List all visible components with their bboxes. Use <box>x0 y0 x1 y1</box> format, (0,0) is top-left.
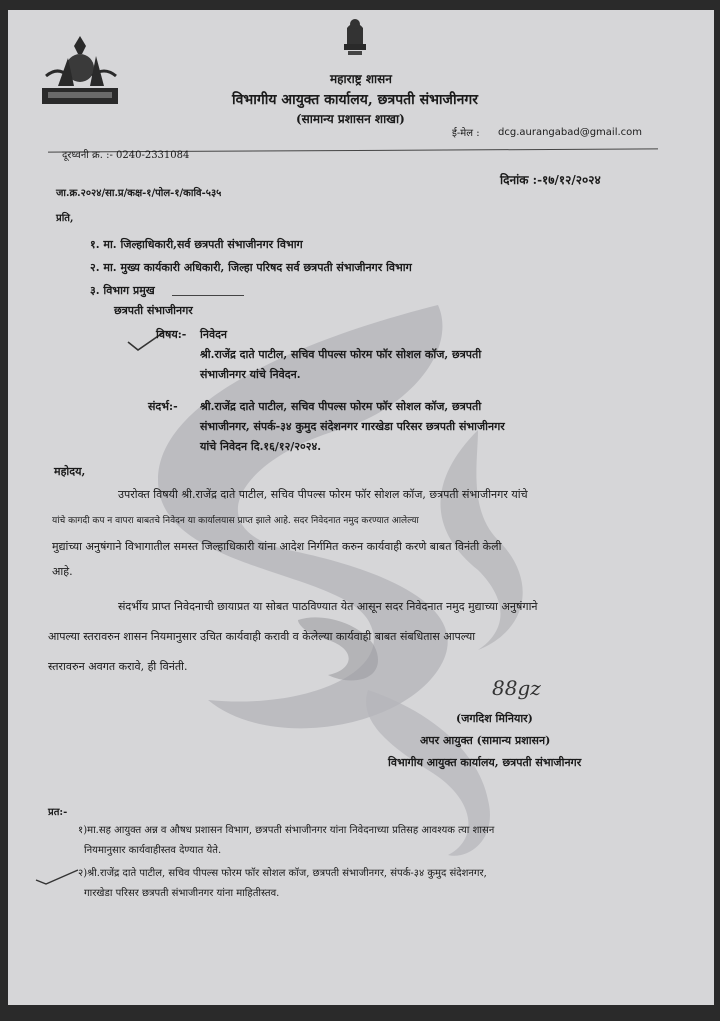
email-address: dcg.aurangabad@gmail.com <box>498 127 643 138</box>
to-item-3: ३. विभाग प्रमुख <box>90 284 155 297</box>
subject-line-2: श्री.राजेंद्र दाते पाटील, सचिव पीपल्स फोरम फॉर सोशल कॉज, छत्रपती <box>200 348 482 361</box>
reference-line-2: संभाजीनगर, संपर्क-३४ कुमुद संदेशनगर गारखेडा परिसर छत्रपती संभाजीनगर <box>200 420 505 433</box>
copy-label: प्रत:- <box>48 807 68 818</box>
para-2-line-1: संदर्भीय प्राप्त निवेदनाची छायाप्रत या सोबत पाठविण्यात येत आसून सदर निवेदनात नमुद मुद्याच्या अनुषंगाने <box>118 600 538 613</box>
letter-date: दिनांक :-१७/१२/२०२४ <box>500 173 601 187</box>
signature-scribble: 88gz <box>492 676 541 700</box>
reference-line-1: श्री.राजेंद्र दाते पाटील, सचिव पीपल्स फोरम फॉर सोशल कॉज, छत्रपती <box>200 400 482 413</box>
to-item-2: २. मा. मुख्य कार्यकारी अधिकारी, जिल्हा परिषद सर्व छत्रपती संभाजीनगर विभाग <box>90 261 412 274</box>
signatory-name: (जगदिश मिनियार) <box>456 712 533 725</box>
subject-label: विषय:- <box>156 328 187 341</box>
copy-item-1: १)मा.सह आयुक्त अन्न व औषध प्रशासन विभाग, छत्रपती संभाजीनगर यांना निवेदनाच्या प्रतिसह आवश्यक त्या शासन <box>78 825 495 836</box>
header-line-1: महाराष्ट्र शासन <box>330 72 392 86</box>
copy-item-2: २)श्री.राजेंद्र दाते पाटील, सचिव पीपल्स फोरम फॉर सोशल कॉज, छत्रपती संभाजीनगर, संपर्क-३४ कुमुद संदेशनगर, <box>78 868 487 879</box>
header-office: विभागीय आयुक्त कार्यालय, छत्रपती संभाजीनगर <box>232 92 478 108</box>
signatory-title: अपर आयुक्त (सामान्य प्रशासन) <box>420 734 551 747</box>
para-1-line-1: उपरोक्त विषयी श्री.राजेंद्र दाते पाटील, सचिव पीपल्स फोरम फॉर सोशल कॉज, छत्रपती संभाजीनगर यांचे <box>118 488 528 501</box>
para-2-line-2: आपल्या स्तरावरुन शासन नियमानुसार उचित कार्यवाही करावी व केलेल्या कार्यवाही बाबत संबधितास आपल्या <box>48 630 476 643</box>
signatory-office: विभागीय आयुक्त कार्यालय, छत्रपती संभाजीनगर <box>388 756 582 769</box>
phone-number: दूरध्वनी क्र. :- 0240-2331084 <box>62 150 190 161</box>
para-2-line-3: स्तरावरुन अवगत करावे, ही विनंती. <box>48 660 188 673</box>
checkmark-icon <box>34 866 80 886</box>
letter-page <box>8 10 714 1005</box>
reference-number: जा.क्र.२०२४/सा.प्र/कक्ष-१/पोल-१/कावि-५३५ <box>56 188 222 199</box>
reference-line-3: यांचे निवेदन दि.१६/१२/२०२४. <box>200 440 322 453</box>
to-item-3-place: छत्रपती संभाजीनगर <box>114 304 193 317</box>
subject-line-3: संभाजीनगर यांचे निवेदन. <box>200 368 301 381</box>
header-branch: (सामान्य प्रशासन शाखा) <box>296 112 405 126</box>
maharashtra-logo-icon <box>38 36 124 110</box>
email-label: ई-मेल : <box>452 128 480 139</box>
blank-line <box>172 295 244 296</box>
subject-line-1: निवेदन <box>200 328 228 341</box>
para-1-line-4: आहे. <box>52 565 73 578</box>
state-emblem-icon <box>338 14 372 58</box>
copy-item-1-cont: नियमानुसार कार्यवाहीस्तव देण्यात येते. <box>84 845 222 856</box>
copy-item-2-cont: गारखेडा परिसर छत्रपती संभाजीनगर यांना माहितीस्तव. <box>84 888 280 899</box>
salutation: महोदय, <box>54 465 86 478</box>
para-1-line-2: यांचे कागदी कप न वापरा बाबतचे निवेदन या कार्यालयास प्राप्त झाले आहे. सदर निवेदनात नमुद करण्यात आलेल्या <box>52 516 419 526</box>
to-label: प्रति, <box>56 213 74 224</box>
to-item-1: १. मा. जिल्हाधिकारी,सर्व छत्रपती संभाजीनगर विभाग <box>90 238 303 251</box>
para-1-line-3: मुद्यांच्या अनुषंगाने विभागातील समस्त जिल्हाधिकारी यांना आदेश निर्गमित करुन कार्यवाही करणे बाबत विनंती केली <box>52 540 502 553</box>
reference-label: संदर्भ:- <box>148 400 178 413</box>
